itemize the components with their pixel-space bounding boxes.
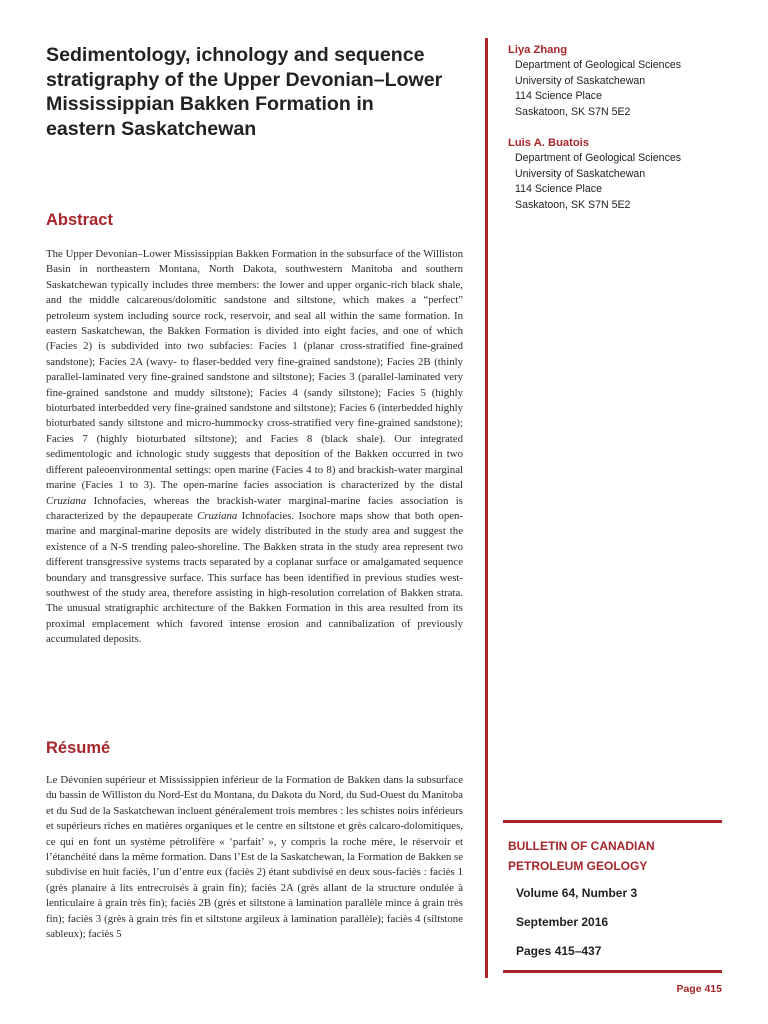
author-street: 114 Science Place xyxy=(515,90,602,103)
author-university: University of Saskatchewan xyxy=(515,74,646,87)
abstract-italic-taxon-2: Cruziana xyxy=(197,509,238,522)
author-department: Department of Geological Sciences xyxy=(515,59,682,71)
resume-heading: Résumé xyxy=(46,739,111,757)
author-name: Luis A. Buatois xyxy=(508,137,590,149)
journal-rule-top xyxy=(503,820,722,823)
author-block-1 xyxy=(508,43,748,120)
author-university: University of Saskatchewan xyxy=(515,167,646,180)
author-name: Liya Zhang xyxy=(508,44,568,56)
abstract-text xyxy=(46,247,463,648)
journal-volume: Volume 64, Number 3 xyxy=(516,886,638,900)
author-city: Saskatoon, SK S7N 5E2 xyxy=(515,198,631,211)
abstract-heading: Abstract xyxy=(46,211,113,229)
author-department: Department of Geological Sciences xyxy=(515,152,682,164)
sidebar-divider xyxy=(485,38,488,978)
author-street: 114 Science Place xyxy=(515,183,602,196)
article-title: Sedimentology, ichnology and sequence stratigraphy of the Upper Devonian–Lower Mississippian Bakken Formation in eastern Saskatchewan xyxy=(46,44,443,140)
journal-name: BULLETIN OF CANADIAN PETROLEUM GEOLOGY xyxy=(508,839,655,873)
author-block-2 xyxy=(508,136,748,213)
abstract-italic-taxon-1: Cruziana xyxy=(46,494,87,507)
abstract-text-part2: Ichnofacies, whereas the brackish-water marginal-marine facies association is characterized by the depauperate xyxy=(46,494,463,522)
page-number: Page 415 xyxy=(676,983,722,995)
abstract-text-part1: The Upper Devonian–Lower Mississippian Bakken Formation in the subsurface of the Williston Basin in northeastern Montana, North Dakota, southwestern Manitoba and southern Saskatchewan typically includes three members: the lower and upper organic-rich black shale, and the middle calcareous/dolomitic sandstone and siltstone, which makes a “perfect” petroleum system including source rock, reservoir, and seal all within the same formation. In eastern Saskatchewan, the Bakken Formation is divided into eight facies, and one of which (Facies 2) is subdivided into two subfacies: Facies 1 (planar cross-stratified fine-grained sandstone); Facies 2A (wavy- to flaser-bedded very fine-grained sandstone); Facies 2B (thinly parallel-laminated very fine-grained sandstone and siltstone); Facies 3 (parallel-laminated very fine-grained sandstone and muddy siltstone); Facies 4 (sandy siltstone); Facies 5 (highly bioturbated interbedded very fine-grained sandstone and siltstone); Facies 6 (interbedded highly bioturbated sandy siltstone and micro-hummocky cross-stratified very fine-grained sandstone); Facies 7 (highly bioturbated siltstone); and Facies 8 (black shale). Our integrated sedimentologic and ichnologic study suggests that deposition of the Bakken occurred in two different paleoenvironmental settings: open marine (Facies 4 to 8) and brackish-water marginal marine (Facies 1 to 3). The open-marine facies association is characterized by the distal xyxy=(46,248,463,492)
journal-date: September 2016 xyxy=(516,915,609,929)
resume-text: Le Dévonien supérieur et Mississippien inférieur de la Formation de Bakken dans la subsurface du bassin de Williston du Nord-Est du Montana, du Dakota du Nord, du Sud-Ouest du Manitoba et du Sud de la Saskatchewan incluent généralement trois membres : les schistes noirs inférieurs et supérieurs riches en matières organiques et le centre en siltstone et grès calcaro-dolomitiques, ce qui en font un système pétrolifère « ‘parfait’ », y compris la roche mère, le réservoir et l’étanchéité dans la même formation. Dans l’Est de la Saskatchewan, la Formation de Bakken se subdivise en huit faciès, l’un d’entre eux (faciès 2) étant subdivisé en deux sous-faciès : faciès 1 (grès planaire à lits entrecroisés à grain fin); faciès 2A (grès allant de la structure ondulée à lenticulaire à grain très fin); faciès 2B (grès et siltstone à lamination parallèle mince à grain très fin); faciès 3 (grès à grain très fin et siltstone argileux à lamination parallèle); faciès 4 (siltstone sableux); faciès 5 xyxy=(46,774,463,941)
journal-rule-bottom xyxy=(503,970,722,973)
journal-pages: Pages 415–437 xyxy=(516,944,602,958)
abstract-text-part3: Ichnofacies. Isochore maps show that both open-marine and marginal-marine deposits are widely distributed in the study area and suggest the existence of a N-S trending paleo-shoreline. The Bakken strata in the study area represent two different transgressive systems tracts separated by a coplanar surface or amalgamated sequence boundary and transgressive surface. This surface has been identified in previous studies west-southwest of the study area, therefore assisting in high-resolution correlation of Bakken strata. The unusual stratigraphic architecture of the Bakken Formation in this area resulted from its proximal emplacement which favored intense erosion and cannibalization of previously accumulated deposits. xyxy=(46,509,464,646)
author-city: Saskatoon, SK S7N 5E2 xyxy=(515,105,631,118)
